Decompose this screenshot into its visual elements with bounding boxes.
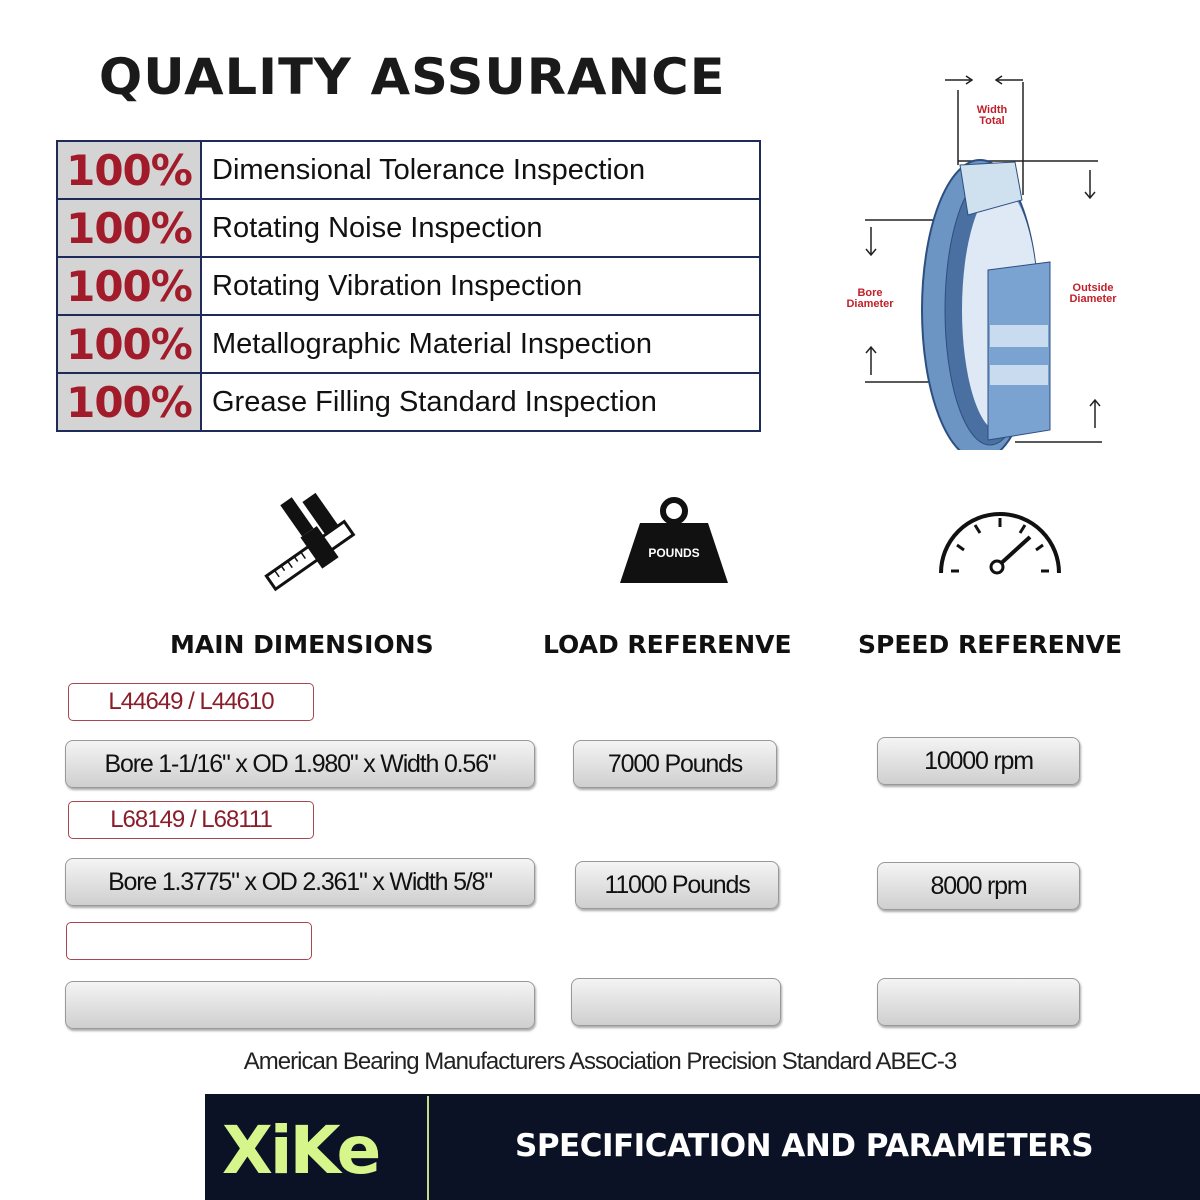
inspection-label: Dimensional Tolerance Inspection: [201, 141, 760, 199]
table-row: [57, 257, 760, 315]
load-value: 11000 Pounds: [575, 861, 779, 909]
speedometer-icon: [935, 505, 1065, 580]
dimensions-value: [65, 981, 535, 1029]
speed-reference-header: SPEED REFERENVE: [858, 630, 1123, 659]
page-title: QUALITY ASSURANCE: [98, 48, 726, 106]
inspection-label: Rotating Vibration Inspection: [201, 257, 760, 315]
table-row: [57, 373, 760, 431]
load-value: [571, 978, 781, 1026]
dimensions-value: Bore 1.3775" x OD 2.361" x Width 5/8": [65, 858, 535, 906]
standard-note: American Bearing Manufacturers Association Precision Standard ABEC-3: [243, 1048, 957, 1075]
od-sub-label: Diameter: [1069, 293, 1117, 305]
table-row: [57, 315, 760, 373]
table-row: [57, 199, 760, 257]
width-sub-label: Total: [979, 115, 1005, 127]
percent: 100%: [57, 141, 201, 199]
brand-logo: XiKe: [222, 1112, 379, 1189]
caliper-icon: [245, 490, 360, 600]
model-label: [66, 922, 312, 960]
dimensions-value: Bore 1-1/16" x OD 1.980" x Width 0.56": [65, 740, 535, 788]
load-reference-header: LOAD REFERENVE: [543, 630, 792, 659]
speed-value: 8000 rpm: [877, 862, 1080, 910]
percent: 100%: [57, 373, 201, 431]
model-label: L44649 / L44610: [68, 683, 314, 721]
inspection-label: Metallographic Material Inspection: [201, 315, 760, 373]
bore-sub-label: Diameter: [846, 298, 894, 310]
bore-label: Bore: [857, 288, 883, 299]
inspection-label: Rotating Noise Inspection: [201, 199, 760, 257]
weight-label: POUNDS: [648, 546, 700, 560]
inspection-table: [56, 140, 761, 432]
load-value: 7000 Pounds: [573, 740, 777, 788]
width-label: Width: [976, 105, 1008, 116]
table-row: [57, 141, 760, 199]
inspection-label: Grease Filling Standard Inspection: [201, 373, 760, 431]
weight-icon: [618, 495, 730, 587]
main-dimensions-header: MAIN DIMENSIONS: [170, 630, 434, 659]
model-label: L68149 / L68111: [68, 801, 314, 839]
speed-value: [877, 978, 1080, 1026]
speed-value: 10000 rpm: [877, 737, 1080, 785]
percent: 100%: [57, 199, 201, 257]
percent: 100%: [57, 315, 201, 373]
od-label: Outside: [1072, 283, 1114, 294]
bearing-diagram-icon: [840, 70, 1140, 450]
banner-title: SPECIFICATION AND PARAMETERS: [515, 1128, 1094, 1164]
percent: 100%: [57, 257, 201, 315]
divider: [427, 1096, 429, 1200]
